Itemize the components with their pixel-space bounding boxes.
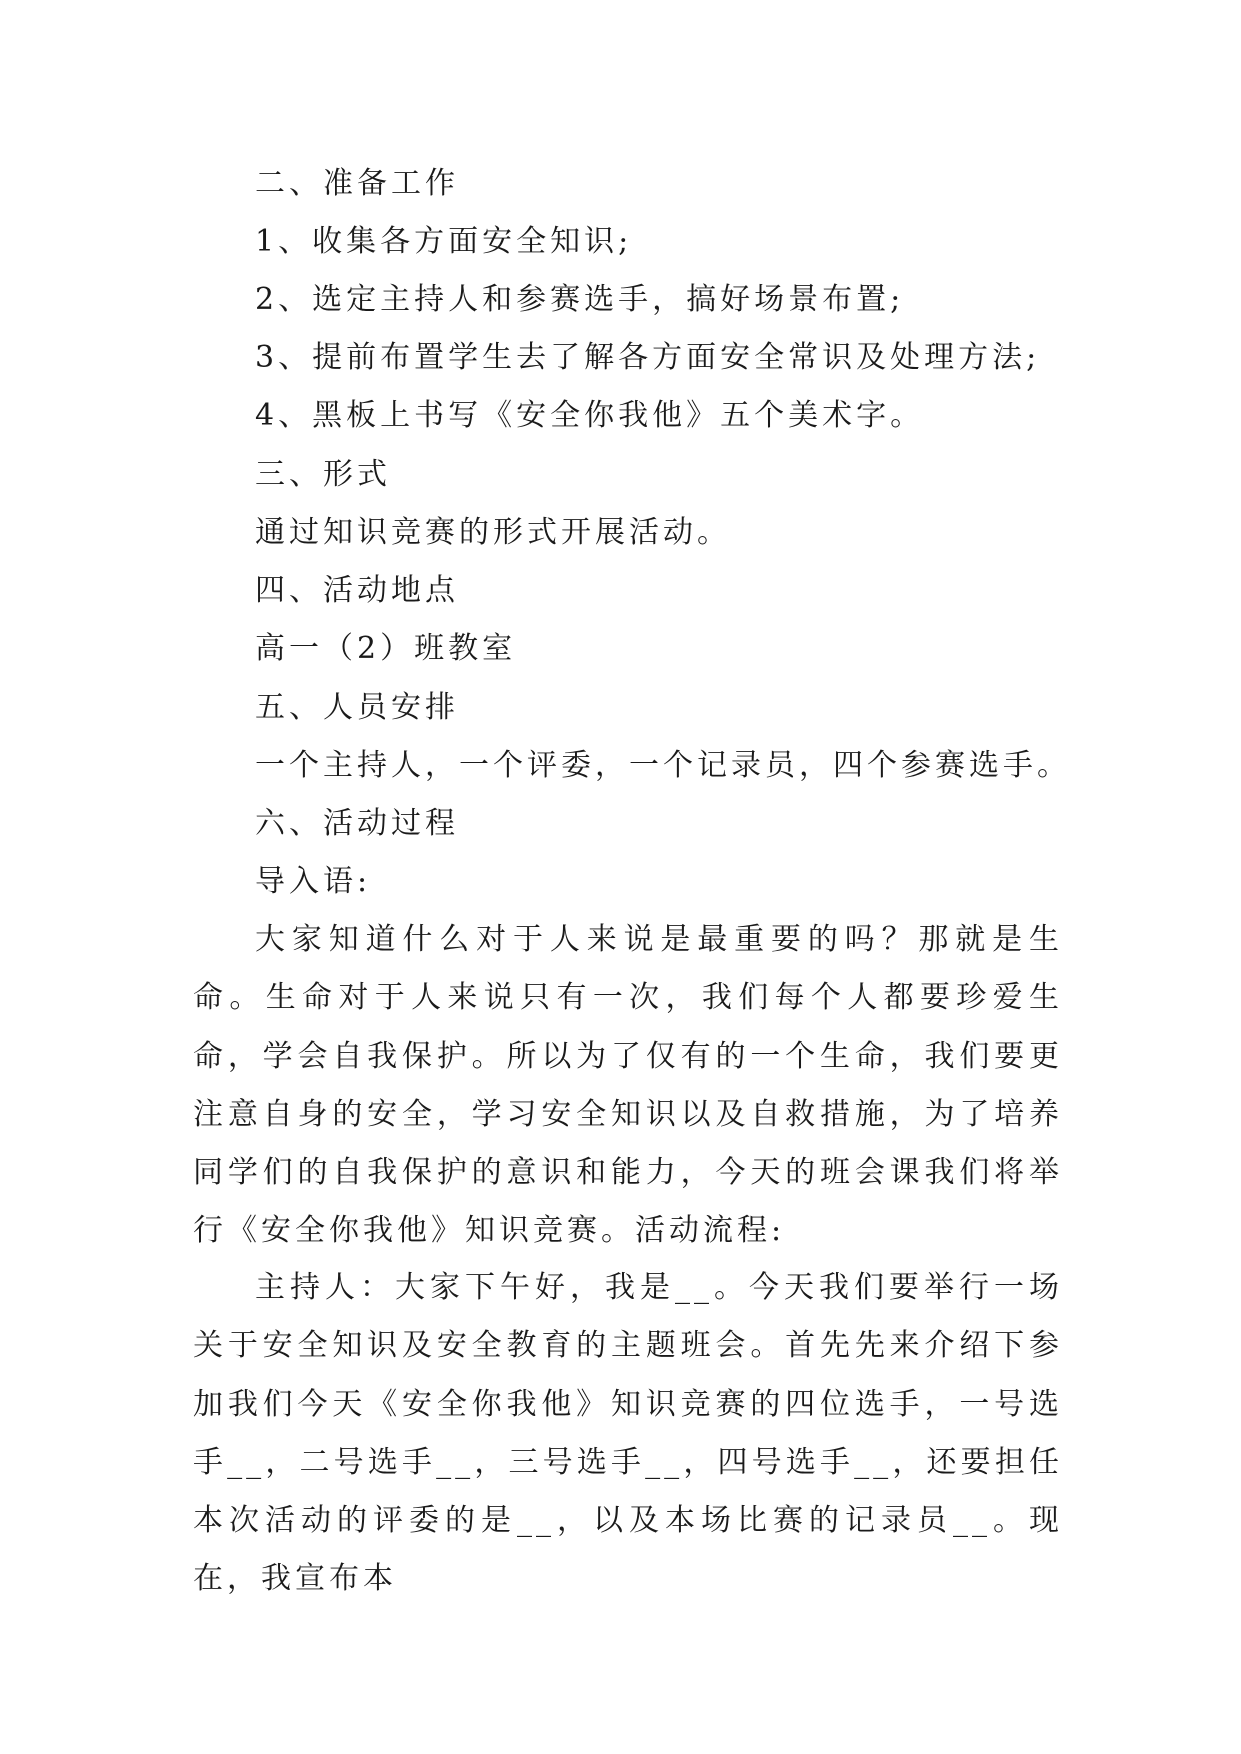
body-line: 通过知识竞赛的形式开展活动。 [255,515,731,550]
body-line: 高一（2）班教室 [255,631,517,666]
list-item: 2、选定主持人和参赛选手，搞好场景布置; [255,282,905,317]
list-item: 4、黑板上书写《安全你我他》五个美术字。 [255,398,925,433]
list-item: 3、提前布置学生去了解各方面安全常识及处理方法; [255,340,1041,375]
section-heading-location: 四、活动地点 [255,573,459,608]
host-paragraph: 主持人：大家下午好，我是__。今天我们要举行一场关于安全知识及安全教育的主题班会。首先先来介绍下参加我们今天《安全你我他》知识竞赛的四位选手，一号选手__，二号选手__，三号选手__，四号选手__，还要担任本次活动的评委的是__，以及本场比赛的记录员__。现在，我宣布本 [193,1270,1063,1597]
section-heading-process: 六、活动过程 [255,806,459,841]
intro-paragraph: 大家知道什么对于人来说是最重要的吗？那就是生命。生命对于人来说只有一次，我们每个人都要珍爱生命，学会自我保护。所以为了仅有的一个生命，我们要更注意自身的安全，学习安全知识以及自救措施，为了培养同学们的自我保护的意识和能力，今天的班会课我们将举行《安全你我他》知识竞赛。活动流程: [193,922,1063,1249]
list-item: 1、收集各方面安全知识; [255,224,633,259]
section-heading-preparation: 二、准备工作 [255,166,459,201]
sub-heading-intro: 导入语: [255,864,372,899]
body-line: 一个主持人，一个评委，一个记录员，四个参赛选手。 [255,748,1071,783]
section-heading-staffing: 五、人员安排 [255,690,459,725]
section-heading-format: 三、形式 [255,457,391,492]
